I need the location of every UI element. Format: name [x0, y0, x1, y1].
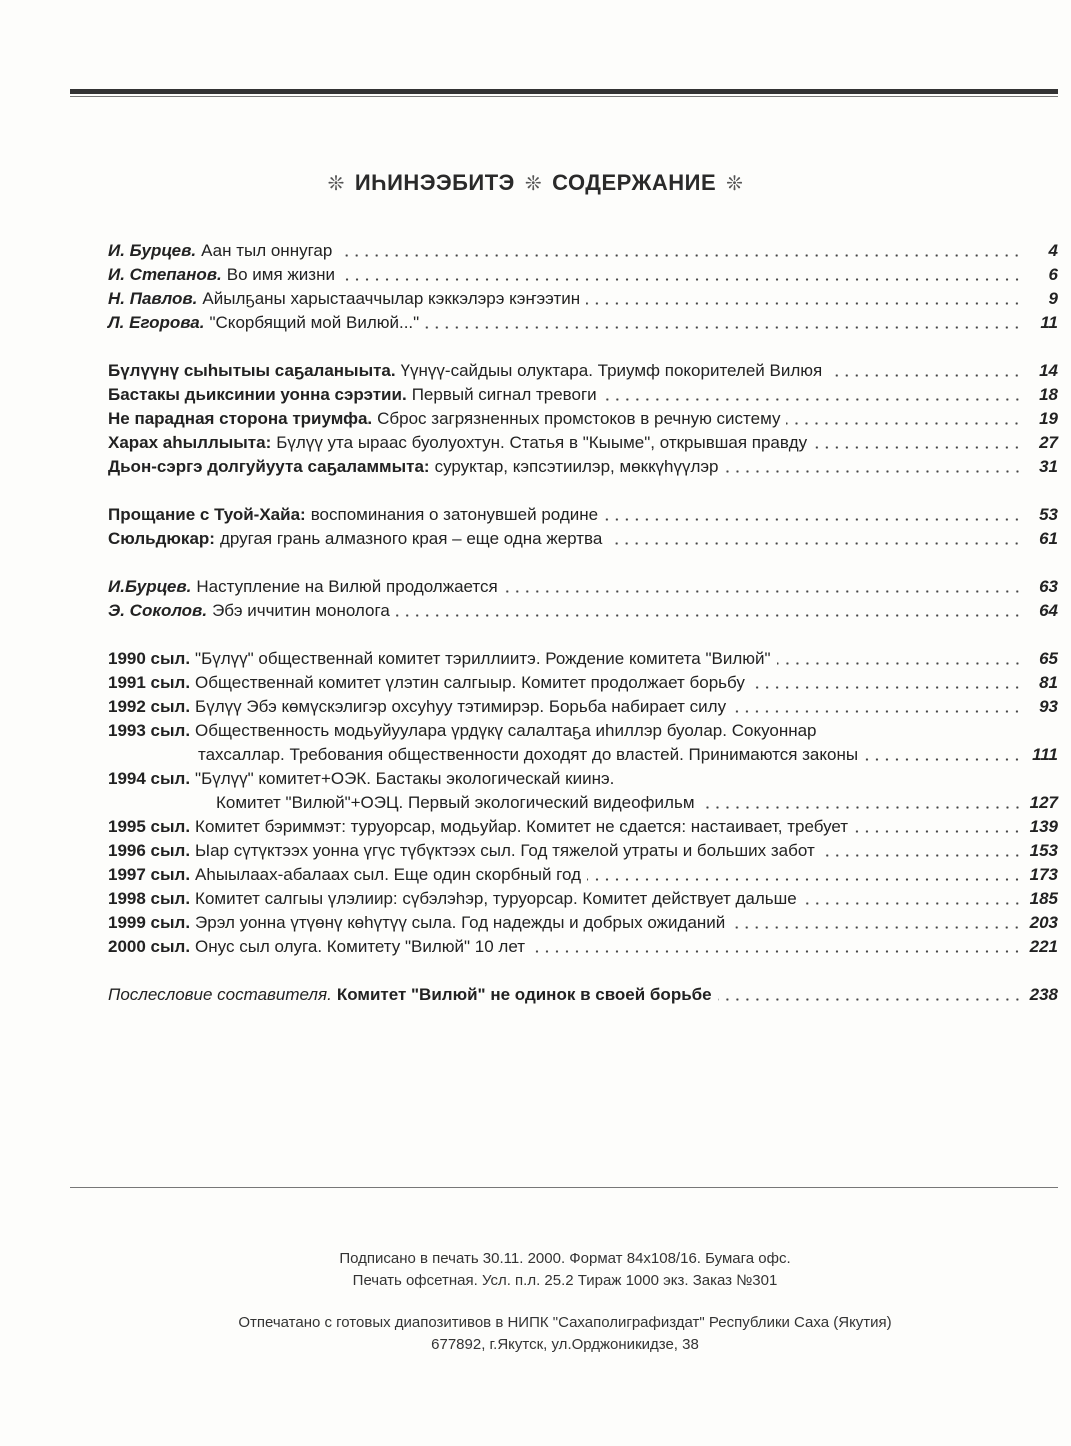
toc-group: [108, 239, 1058, 335]
entry-title: Сброс загрязненных промстоков в речную систему: [377, 409, 781, 428]
entry-lead: 1995 сыл.: [108, 817, 191, 836]
dot-leader: [803, 902, 1022, 905]
ornament-icon: ❊: [524, 173, 543, 195]
page-number: 93: [1039, 697, 1058, 716]
toc-entry[interactable]: [108, 503, 1058, 527]
dot-leader: [718, 998, 1022, 1001]
entry-lead: Не парадная сторона триумфа.: [108, 409, 373, 428]
entry-title: Ыар сүтүктээх уонна үгүс түбүктээх сыл. Год тяжелой утраты и больших забот: [195, 841, 815, 860]
dot-leader: [531, 950, 1022, 953]
toc-entry[interactable]: [108, 431, 1058, 455]
dot-leader: [587, 878, 1022, 881]
page-number: 64: [1039, 601, 1058, 620]
dot-leader: [701, 806, 1022, 809]
dot-leader: [864, 758, 1022, 761]
entry-lead: 1994 сыл.: [108, 769, 191, 788]
entry-title: Первый сигнал тревоги: [411, 385, 597, 404]
entry-lead: 2000 сыл.: [108, 937, 191, 956]
page-number: 238: [1029, 985, 1058, 1004]
dot-leader: [725, 470, 1022, 473]
entry-lead: Прощание с Туой-Хайа:: [108, 505, 306, 524]
page-number: 81: [1039, 673, 1058, 692]
toc-entry[interactable]: [108, 983, 1058, 1007]
toc-entry[interactable]: [108, 839, 1058, 863]
entry-title: Айылҕаны харыстааччылар кэккэлэрэ кэҥээтин: [202, 289, 581, 308]
toc-entry[interactable]: [108, 719, 1058, 743]
toc-entry[interactable]: [108, 647, 1058, 671]
dot-leader: [586, 302, 1022, 305]
bottom-rule: [70, 1187, 1058, 1188]
entry-lead: 1990 сыл.: [108, 649, 191, 668]
imprint-line: Печать офсетная. Усл. п.л. 25.2 Тираж 1000 экз. Заказ №301: [352, 1272, 778, 1289]
toc-entry[interactable]: [108, 599, 1058, 623]
ornament-icon: ❊: [327, 173, 345, 195]
page-number: 153: [1029, 841, 1058, 860]
entry-lead: Дьон-сэргэ долгуйуута саҕаламмыта:: [108, 457, 430, 476]
entry-title: Аан тыл оннугар: [201, 241, 333, 260]
toc-entry-continuation: [108, 791, 1058, 815]
toc-entry[interactable]: [108, 911, 1058, 935]
table-of-contents: [108, 239, 1058, 1031]
title-russian: СОДЕРЖАНИЕ: [552, 170, 717, 195]
ornament-icon: ❊: [726, 173, 744, 195]
entry-lead: 1997 сыл.: [108, 865, 191, 884]
page-number: 185: [1029, 889, 1058, 908]
dot-leader: [813, 446, 1022, 449]
page-number: 203: [1029, 913, 1058, 932]
toc-entry[interactable]: [108, 575, 1058, 599]
entry-lead: 1991 сыл.: [108, 673, 191, 692]
page-number: 27: [1039, 433, 1058, 452]
entry-title: Во имя жизни: [226, 265, 335, 284]
dot-leader: [731, 926, 1022, 929]
entry-lead: Н. Павлов.: [108, 289, 198, 308]
page-number: 4: [1048, 241, 1058, 260]
entry-lead: Бастакы дьиксинии уонна сэрэтии.: [108, 385, 407, 404]
page-number: 14: [1039, 361, 1058, 380]
entry-title: Комитет "Вилюй" не одинок в своей борьбе: [336, 985, 712, 1004]
entry-title: Бүлүү ута ыраас буолуохтун. Статья в "Кыыме", открывшая правду: [276, 433, 808, 452]
entry-title: Онус сыл олуга. Комитету "Вилюй" 10 лет: [195, 937, 526, 956]
entry-title: другая грань алмазного края – еще одна жертва: [219, 529, 603, 548]
top-rule-thin: [70, 96, 1058, 97]
entry-title: Наступление на Вилюй продолжается: [196, 577, 498, 596]
entry-title: воспоминания о затонувшей родине: [310, 505, 599, 524]
dot-leader: [504, 590, 1022, 593]
page-number: 18: [1039, 385, 1058, 404]
imprint-line: Подписано в печать 30.11. 2000. Формат 84х108/16. Бумага офс.: [339, 1250, 791, 1267]
imprint-line: Отпечатано с готовых диапозитивов в НИПК "Сахаполиграфиздат" Республики Саха (Якутия): [238, 1314, 892, 1331]
entry-title: Аһыылаах-абалаах сыл. Еще один скорбный год: [195, 865, 582, 884]
entry-title-continuation: Комитет "Вилюй"+ОЭЦ. Первый экологический видеофильм: [216, 793, 695, 812]
dot-leader: [777, 662, 1022, 665]
entry-lead: Послесловие составителя.: [108, 985, 332, 1004]
dot-leader: [603, 398, 1022, 401]
dot-leader: [854, 830, 1022, 833]
toc-entry[interactable]: [108, 263, 1058, 287]
entry-lead: 1999 сыл.: [108, 913, 191, 932]
page-number: 65: [1039, 649, 1058, 668]
entry-lead: Бүлүүнү сыһытыы саҕаланыыта.: [108, 361, 396, 380]
dot-leader: [425, 326, 1022, 329]
entry-lead: И. Бурцев.: [108, 241, 197, 260]
toc-entry[interactable]: [108, 455, 1058, 479]
entry-title: Общественность модьуйуулара үрдүкү салалтаҕа иһиллэр буолар. Сокуоннар: [195, 721, 817, 740]
entry-lead: И.Бурцев.: [108, 577, 192, 596]
entry-title: Общественнай комитет үлэтин салгыыр. Комитет продолжает борьбу: [195, 673, 745, 692]
dot-leader: [786, 422, 1022, 425]
imprint-print-details: [0, 1248, 1071, 1292]
dot-leader: [604, 518, 1022, 521]
entry-lead: И. Степанов.: [108, 265, 222, 284]
toc-entry[interactable]: [108, 383, 1058, 407]
entry-title: "Бүлүү" общественнай комитет тэриллиитэ. Рождение комитета "Вилюй": [195, 649, 771, 668]
page-number: 127: [1029, 793, 1058, 812]
dot-leader: [608, 542, 1022, 545]
dot-leader: [751, 686, 1022, 689]
dot-leader: [732, 710, 1022, 713]
page-title: [0, 170, 1071, 196]
toc-entry[interactable]: [108, 287, 1058, 311]
page-number: 221: [1029, 937, 1058, 956]
title-sakha: ИҺИНЭЭБИТЭ: [354, 170, 515, 195]
entry-title: Эбэ иччитин монолога: [212, 601, 390, 620]
page-number: 19: [1039, 409, 1058, 428]
toc-entry[interactable]: [108, 407, 1058, 431]
toc-entry[interactable]: [108, 527, 1058, 551]
entry-title: "Скорбящий мой Вилюй...": [209, 313, 420, 332]
entry-lead: Харах аһыллыыта:: [108, 433, 272, 452]
toc-entry[interactable]: [108, 935, 1058, 959]
toc-group: [108, 983, 1058, 1007]
toc-entry[interactable]: [108, 671, 1058, 695]
toc-group: [108, 575, 1058, 623]
entry-title: Эрэл уонна үтүөнү көһүтүү сыла. Год надежды и добрых ожиданий: [195, 913, 726, 932]
entry-lead: 1998 сыл.: [108, 889, 191, 908]
page-number: 11: [1040, 313, 1058, 332]
toc-group: [108, 647, 1058, 959]
entry-title: суруктар, кэпсэтиилэр, мөккүһүүлэр: [434, 457, 719, 476]
page-number: 63: [1039, 577, 1058, 596]
page-number: 173: [1029, 865, 1058, 884]
toc-group: [108, 359, 1058, 479]
toc-entry-continuation: [108, 743, 1058, 767]
entry-lead: 1993 сыл.: [108, 721, 191, 740]
imprint-line: 677892, г.Якутск, ул.Орджоникидзе, 38: [431, 1336, 699, 1353]
dot-leader: [828, 374, 1022, 377]
entry-title-continuation: тахсаллар. Требования общественности доходят до властей. Принимаются законы: [198, 745, 859, 764]
entry-lead: Э. Соколов.: [108, 601, 208, 620]
toc-entry[interactable]: [108, 887, 1058, 911]
toc-entry[interactable]: [108, 311, 1058, 335]
entry-lead: 1992 сыл.: [108, 697, 191, 716]
page-number: 111: [1032, 745, 1058, 764]
toc-group: [108, 503, 1058, 551]
toc-entry[interactable]: [108, 359, 1058, 383]
entry-lead: Сюльдюкар:: [108, 529, 215, 548]
toc-entry[interactable]: [108, 815, 1058, 839]
entry-title: Комитет бэриммэт: туруорсар, модьуйар. Комитет не сдается: настаивает, требует: [195, 817, 849, 836]
imprint-printer: [0, 1312, 1071, 1356]
page-number: 53: [1039, 505, 1058, 524]
dot-leader: [821, 854, 1022, 857]
entry-lead: Л. Егорова.: [108, 313, 205, 332]
page-number: 9: [1048, 289, 1058, 308]
page-number: 139: [1029, 817, 1058, 836]
dot-leader: [396, 614, 1022, 617]
top-rule: [70, 89, 1058, 94]
page-number: 31: [1039, 457, 1058, 476]
toc-entry[interactable]: [108, 863, 1058, 887]
dot-leader: [341, 278, 1022, 281]
page-number: 61: [1039, 529, 1058, 548]
page-number: 6: [1048, 265, 1058, 284]
toc-entry[interactable]: [108, 767, 1058, 791]
entry-title: Бүлүү Эбэ көмүскэлигэр охсуһуу тэтимирэр. Борьба набирает силу: [195, 697, 727, 716]
entry-title: Үүнүү-сайдыы олуктара. Триумф покорителей Вилюя: [400, 361, 823, 380]
dot-leader: [338, 254, 1022, 257]
entry-title: Комитет салгыы үлэлиир: сүбэлэһэр, туруорсар. Комитет действует дальше: [195, 889, 797, 908]
toc-entry[interactable]: [108, 239, 1058, 263]
toc-entry[interactable]: [108, 695, 1058, 719]
entry-title: "Бүлүү" комитет+ОЭК. Бастакы экологическай киинэ.: [195, 769, 615, 788]
entry-lead: 1996 сыл.: [108, 841, 191, 860]
